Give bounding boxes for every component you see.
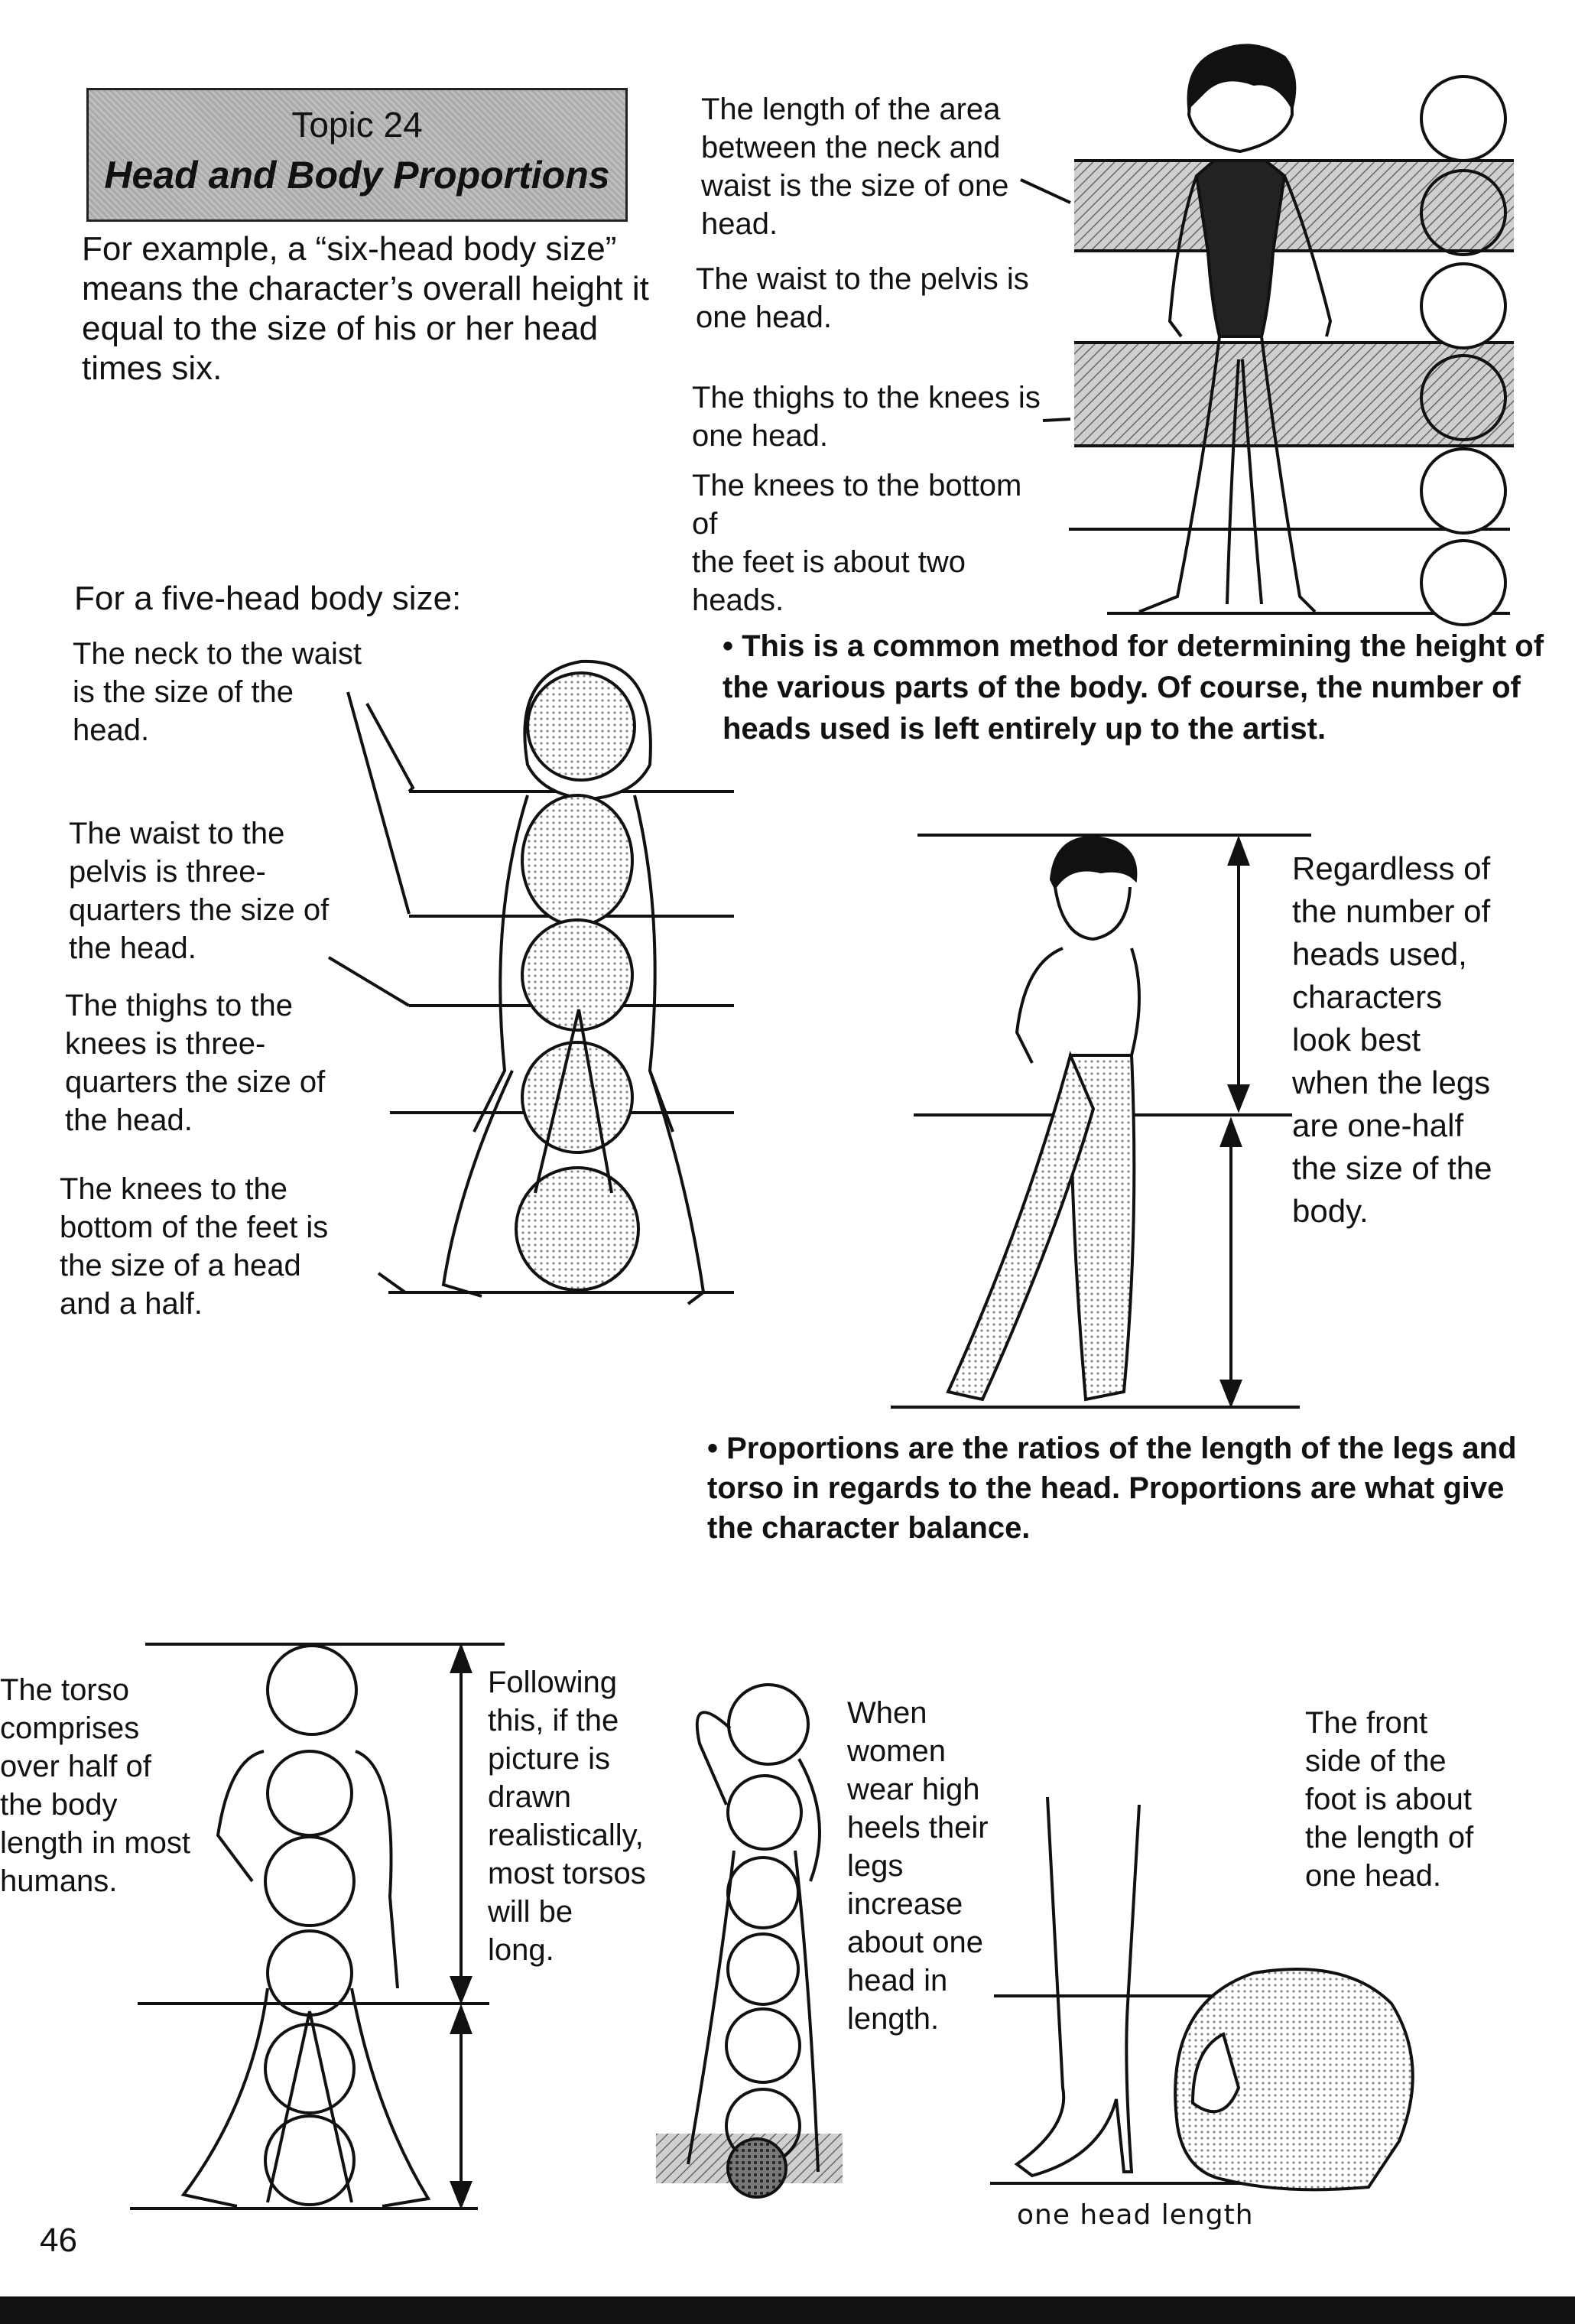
topic-title-box — [86, 88, 628, 222]
five-head-waist-pelvis: The waist to the pelvis is three- quarters the size of the head. — [69, 817, 330, 965]
five-head-neck-waist: The neck to the waist is the size of the head. — [73, 637, 362, 747]
six-head-figure — [1021, 45, 1514, 625]
page-edge — [0, 2296, 1575, 2324]
foot-caption: one head length — [1017, 2199, 1254, 2231]
six-head-waist-pelvis: The waist to the pelvis is one head. — [696, 262, 1029, 334]
five-head-thighs-knees: The thighs to the knees is three- quarters the size of the head. — [65, 989, 326, 1137]
six-head-thighs-knees: The thighs to the knees is one head. — [692, 381, 1041, 453]
page-title: Head and Body Proportions — [104, 154, 610, 197]
intro-text: For example, a “six-head body size” means the character’s overall height it equal to the size of his or her head times six. — [82, 230, 649, 387]
heels-note: When women wear high heels their legs increase about one head in length. — [847, 1696, 989, 2036]
torso-note: The torso comprises over half of the body length in most humans. — [0, 1673, 191, 1898]
legs-half-note: Regardless of the number of heads used, characters look best when the legs are one-half the size of the body. — [1292, 850, 1492, 1229]
heels-figure — [656, 1685, 843, 2197]
bullet-proportions: • Proportions are the ratios of the length of the legs and torso in regards to the head. Proportions are what give the character balance. — [707, 1432, 1517, 1545]
six-head-neck-waist: The length of the area between the neck and waist is the size of one head. — [701, 93, 1009, 241]
page-number: 46 — [40, 2222, 77, 2259]
topic-number: Topic 24 — [291, 105, 423, 145]
bullet-common-method: • This is a common method for determining the height of the various parts of the body. Of course, the number of heads used is left entirely up to the artist. — [723, 629, 1544, 746]
five-head-knees-feet: The knees to the bottom of the feet is the size of a head and a half. — [60, 1172, 329, 1321]
five-head-heading: For a five-head body size: — [74, 580, 462, 617]
six-head-knees-feet: The knees to the bottom of the feet is about two heads. — [692, 469, 1022, 617]
foot-note: The front side of the foot is about the length of one head. — [1305, 1706, 1474, 1893]
legs-proportion-figure — [891, 835, 1311, 1407]
following-note: Following this, if the picture is drawn realistically, most torsos will be long. — [488, 1666, 646, 1967]
